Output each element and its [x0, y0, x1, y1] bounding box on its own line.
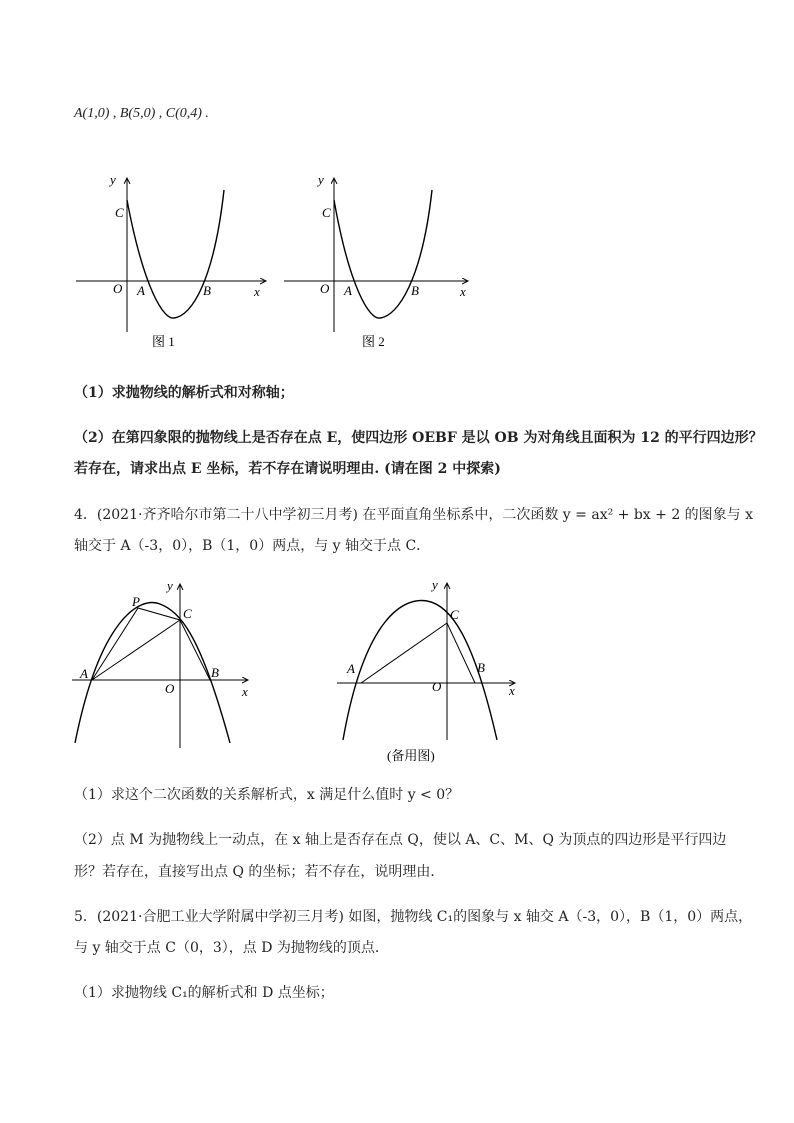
q4l-p-label: P — [132, 594, 140, 609]
q4-backup-caption: (备用图) — [387, 748, 435, 763]
fig2-o-label: O — [320, 281, 330, 296]
q3-sub2-line2: 若存在，请求出点 E 坐标，若不存在请说明理由. (请在图 2 中探索) — [74, 461, 501, 477]
fig1-o-label: O — [113, 281, 123, 296]
q5-line1: 5．(2021·合肥工业大学附属中学初三月考) 如图，抛物线 C₁的图象与 x 轴交 A（-3，0），B（1，0）两点， — [74, 909, 753, 925]
q4l-c-label: C — [183, 606, 192, 621]
q4-sub2-line2: 形？若存在，直接写出点 Q 的坐标；若不存在，说明理由． — [74, 864, 445, 880]
fig1-caption: 图 1 — [152, 334, 175, 349]
q4r-y-label: y — [432, 577, 438, 592]
q4-line1: 4．(2021·齐齐哈尔市第二十八中学初三月考) 在平面直角坐标系中，二次函数 y = ax² + bx + 2 的图象与 x — [74, 507, 754, 523]
q4-sub2-line1: （2）点 M 为抛物线上一动点，在 x 轴上是否存在点 Q，使以 A、C、M、Q 为顶点的四边形是平行四边 — [74, 832, 727, 848]
fig2-y-label: y — [318, 172, 324, 187]
fig1-y-label: y — [110, 172, 116, 187]
q3-sub2-line1: （2）在第四象限的抛物线上是否存在点 E，使四边形 OEBF 是以 OB 为对角线且面积为 12 的平行四边形？ — [74, 430, 763, 446]
q5-sub1: （1）求抛物线 C₁的解析式和 D 点坐标； — [74, 985, 334, 1001]
q4l-o-label: O — [165, 681, 175, 696]
q4r-b-label: B — [477, 660, 485, 675]
q4r-c-label: C — [450, 607, 459, 622]
fig1-c-label: C — [115, 205, 124, 220]
q4r-o-label: O — [432, 679, 442, 694]
fig2-caption: 图 2 — [362, 334, 385, 349]
fig1-b-label: B — [203, 283, 211, 298]
q3-figure-1 — [74, 170, 274, 350]
q3-sub1: （1）求抛物线的解析式和对称轴； — [74, 385, 294, 401]
q5-line2: 与 y 轴交于点 C（0，3），点 D 为抛物线的顶点． — [74, 940, 389, 956]
fig2-x-label: x — [460, 284, 466, 299]
q4-figure-left — [70, 578, 260, 750]
fig1-a-label: A — [137, 283, 145, 298]
fig1-x-label: x — [254, 284, 260, 299]
q4r-x-label: x — [509, 683, 515, 698]
q4l-x-label: x — [242, 684, 248, 699]
q3-figure-2 — [282, 170, 482, 350]
q3-points-line: A(1,0) , B(5,0) , C(0,4) . — [74, 106, 209, 121]
q4r-a-label: A — [347, 661, 355, 676]
q4-figure-right — [335, 575, 525, 770]
q4l-b-label: B — [211, 665, 219, 680]
q4l-a-label: A — [80, 666, 88, 681]
q4l-y-label: y — [167, 578, 173, 593]
fig2-a-label: A — [344, 283, 352, 298]
q4-sub1: （1）求这个二次函数的关系解析式，x 满足什么值时 y < 0？ — [74, 787, 460, 803]
q4-line2: 轴交于 A（-3，0），B（1，0）两点，与 y 轴交于点 C． — [74, 538, 431, 554]
fig2-b-label: B — [411, 283, 419, 298]
fig2-c-label: C — [322, 205, 331, 220]
